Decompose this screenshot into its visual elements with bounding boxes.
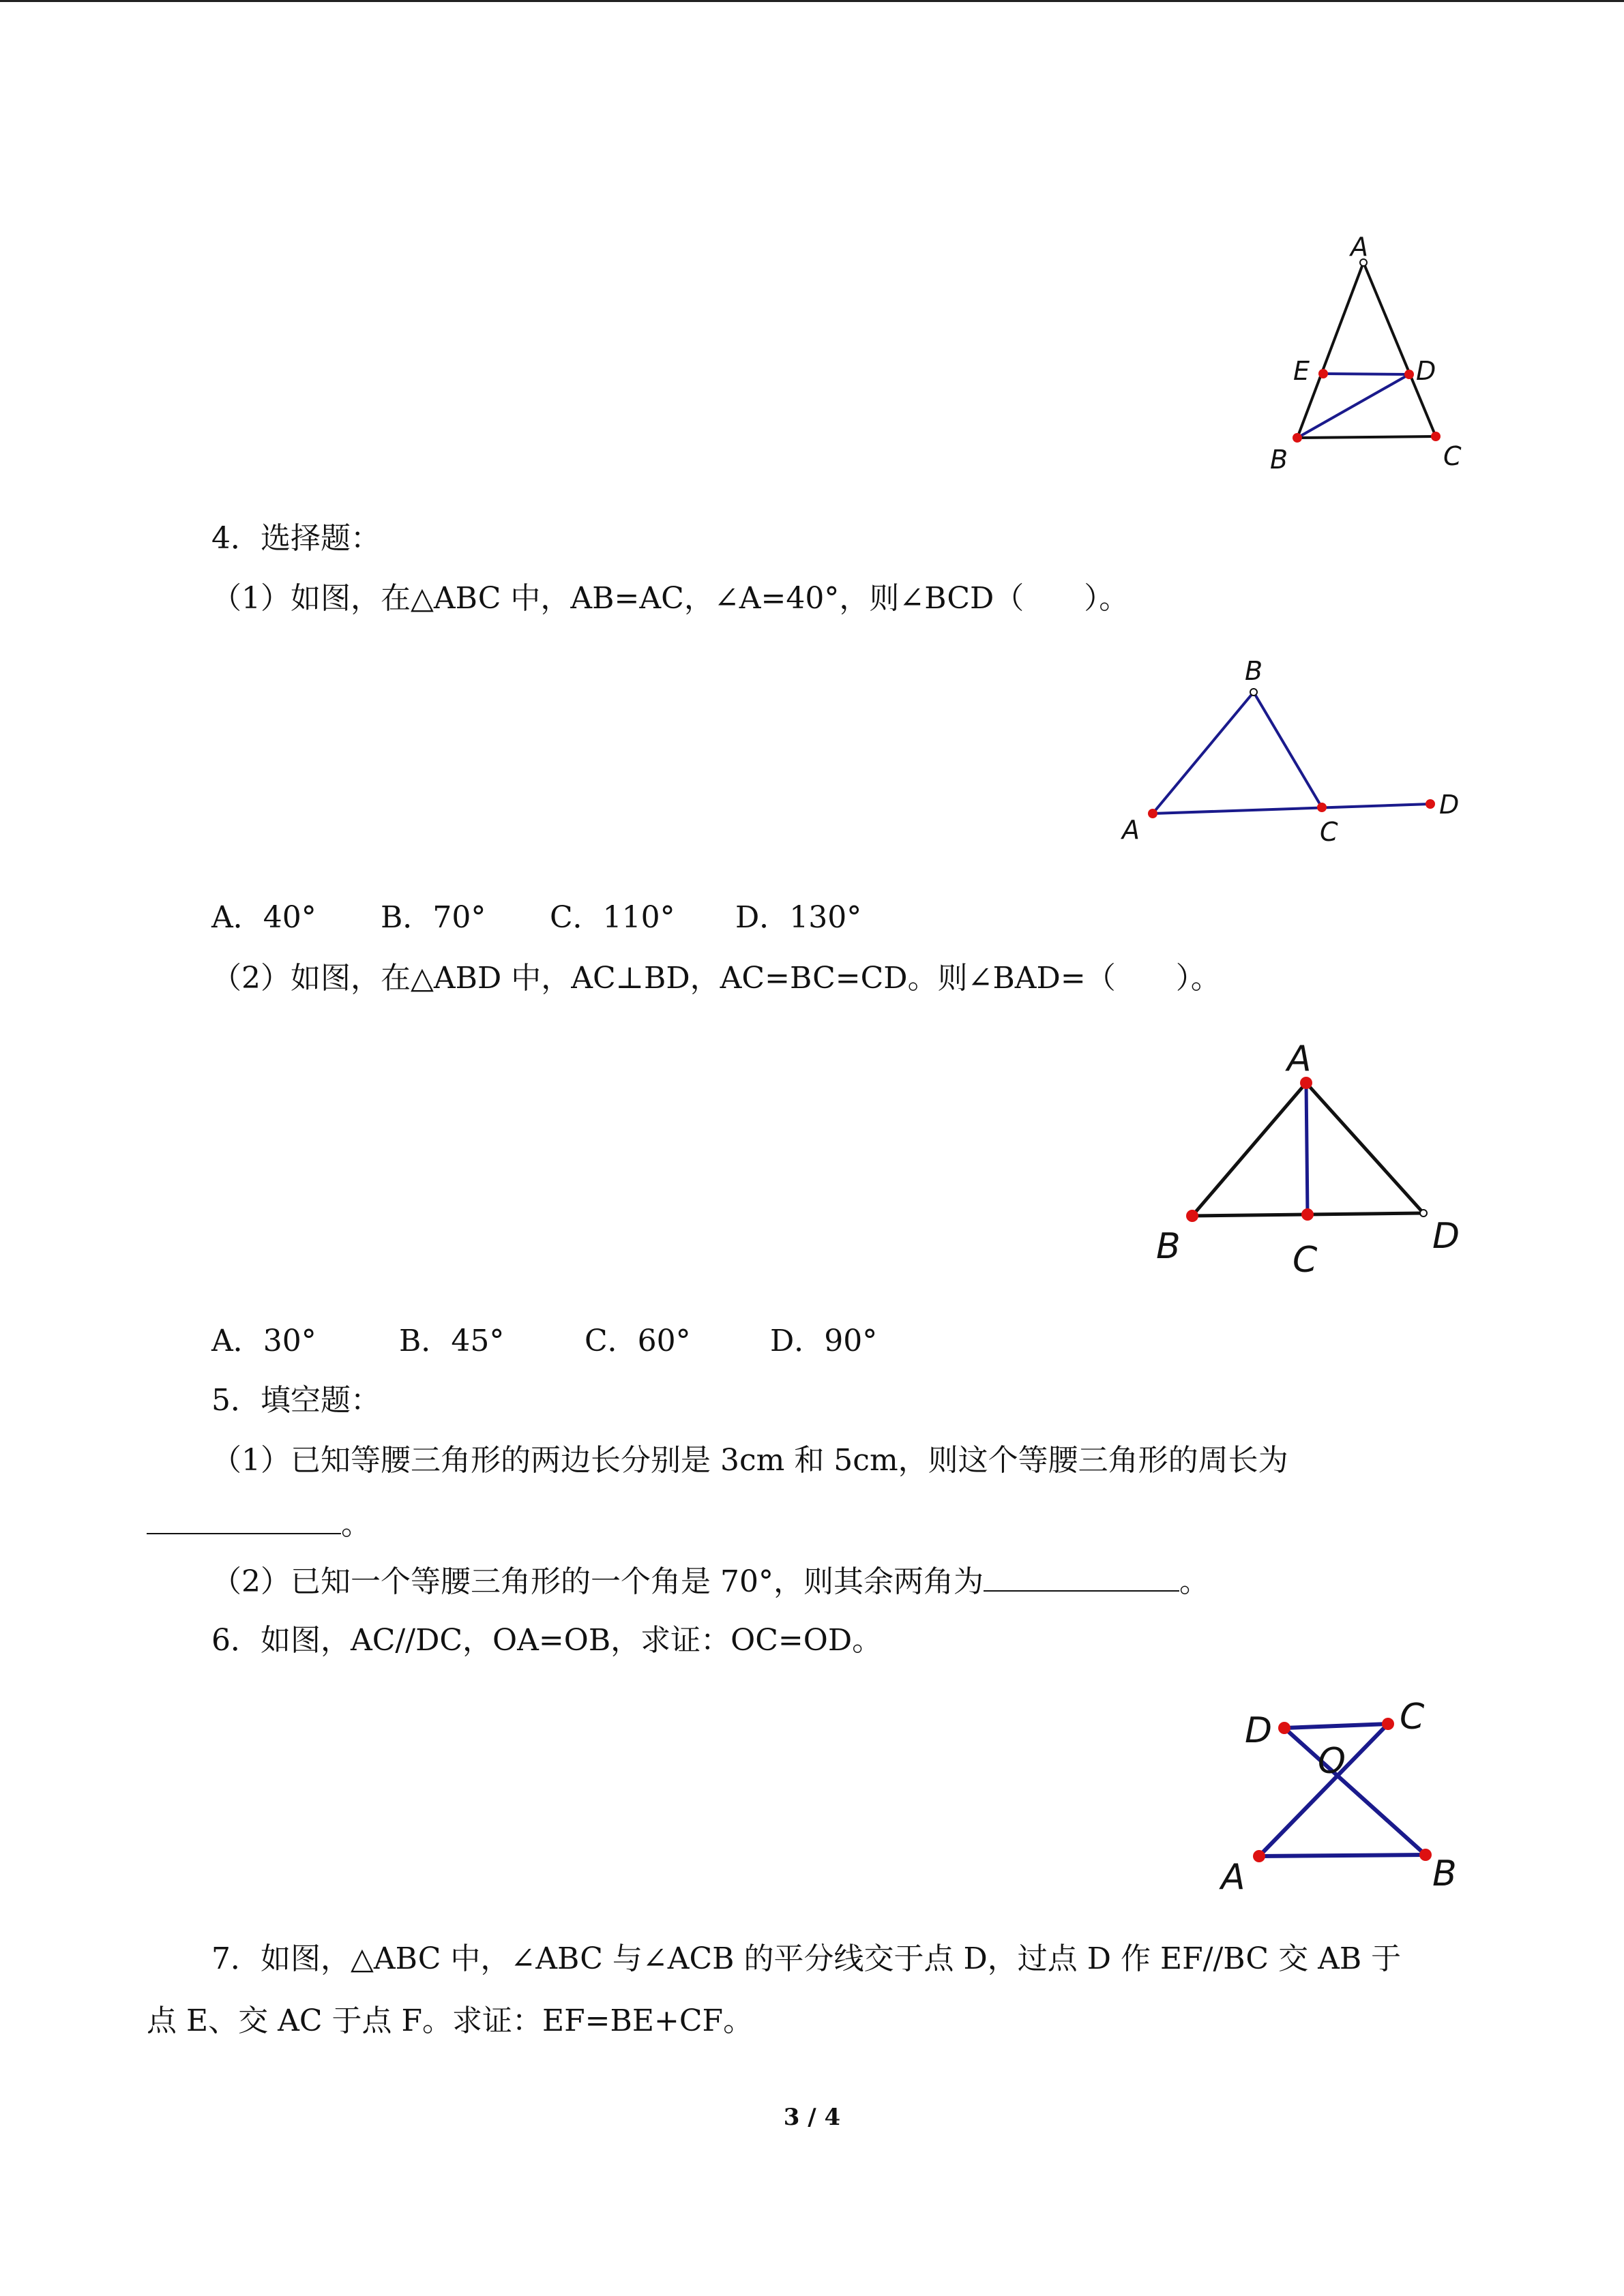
segment-dc — [1284, 1724, 1388, 1728]
figure-exterior-angle — [1105, 651, 1487, 856]
q4-2-option-d: D．90° — [770, 1324, 878, 1358]
q7-line1: 7．如图，△ABC 中，∠ABC 与∠ACB 的平分线交于点 D，过点 D 作 EF//BC 交 AB 于 — [211, 1941, 1402, 1976]
figure-triangle-ade — [1255, 228, 1487, 481]
q4-1-option-a: A．40° — [211, 900, 316, 935]
q4-2-options — [211, 1321, 877, 1362]
point-b — [1250, 689, 1257, 696]
point-a — [1253, 1850, 1265, 1862]
label-c: C — [1443, 441, 1462, 471]
segment-ac — [1306, 1083, 1308, 1214]
point-a — [1148, 809, 1157, 818]
segment-ab — [1153, 692, 1254, 814]
figure-right-triangle — [1139, 1030, 1487, 1289]
q7-line2: 点 E、交 AC 于点 F。求证：EF=BE+CF。 — [147, 2003, 754, 2038]
q4-1-stem: （1）如图，在△ABC 中，AB=AC，∠A=40°，则∠BCD（ ）。 — [211, 581, 1130, 616]
segment-ab — [1192, 1083, 1306, 1216]
point-b — [1293, 433, 1302, 443]
point-c — [1317, 803, 1327, 812]
q4-2-option-b: B．45° — [399, 1324, 505, 1358]
q5-1-end: 。 — [341, 1507, 371, 1542]
q6-text: 6．如图，AC//DC，OA=OB，求证：OC=OD。 — [211, 1623, 883, 1658]
segment-bd — [1297, 374, 1409, 438]
q5-1-text: （1）已知等腰三角形的两边长分别是 3cm 和 5cm，则这个等腰三角形的周长为 — [211, 1443, 1288, 1478]
label-e: E — [1293, 356, 1310, 386]
label-c: C — [1400, 1697, 1425, 1738]
segment-ad — [1153, 804, 1430, 814]
q4-2-stem: （2）如图，在△ABD 中，AC⊥BD，AC=BC=CD。则∠BAD=（ ）。 — [211, 961, 1221, 996]
segment-db — [1284, 1728, 1426, 1855]
label-c: C — [1320, 817, 1338, 847]
point-d — [1278, 1722, 1290, 1734]
label-o: O — [1318, 1741, 1346, 1782]
q4-1-option-b: B．70° — [381, 900, 486, 935]
q5-2-text: （2）已知一个等腰三角形的一个角是 70°，则其余两角为 — [211, 1564, 984, 1599]
point-c — [1431, 432, 1441, 441]
segment-ad — [1306, 1083, 1423, 1213]
segment-bc — [1254, 692, 1322, 807]
top-border — [0, 0, 1624, 2]
point-d — [1404, 370, 1414, 379]
label-d: D — [1416, 356, 1436, 386]
point-e — [1318, 369, 1328, 378]
label-c: C — [1293, 1240, 1318, 1281]
label-a: A — [1350, 232, 1368, 262]
q5-2-line — [211, 1560, 1209, 1602]
q5-2-blank[interactable] — [984, 1560, 1179, 1592]
q4-1-options — [211, 897, 861, 938]
q4-1-option-d: D．130° — [735, 900, 862, 935]
label-b: B — [1245, 656, 1263, 686]
segment-ab — [1259, 1855, 1426, 1856]
segment-bc — [1297, 436, 1436, 438]
point-b — [1186, 1210, 1198, 1222]
label-b: B — [1432, 1853, 1457, 1894]
segment-ac — [1363, 263, 1436, 436]
q4-heading: 4．选择题： — [211, 521, 381, 556]
figure-crossed-segments — [1214, 1684, 1487, 1909]
point-b — [1419, 1849, 1432, 1861]
segment-ab — [1297, 263, 1363, 438]
q4-1-option-c: C．110° — [550, 900, 675, 935]
label-b: B — [1270, 445, 1288, 475]
label-a: A — [1287, 1039, 1312, 1079]
point-c — [1301, 1208, 1314, 1221]
label-b: B — [1156, 1226, 1181, 1267]
point-c — [1382, 1718, 1394, 1730]
label-d: D — [1439, 790, 1460, 820]
label-a: A — [1221, 1857, 1245, 1898]
q4-2-option-a: A．30° — [211, 1324, 316, 1358]
q5-heading: 5．填空题： — [211, 1383, 381, 1418]
label-d: D — [1432, 1216, 1460, 1257]
q5-2-end: 。 — [1179, 1564, 1209, 1599]
point-d — [1420, 1210, 1427, 1217]
point-d — [1426, 799, 1435, 809]
page-number: 3 / 4 — [783, 2104, 841, 2131]
q5-1-blank[interactable] — [147, 1503, 341, 1534]
q4-2-option-c: C．60° — [585, 1324, 691, 1358]
label-a: A — [1122, 815, 1140, 845]
label-d: D — [1245, 1710, 1273, 1751]
q5-1-answer-line — [147, 1503, 371, 1545]
